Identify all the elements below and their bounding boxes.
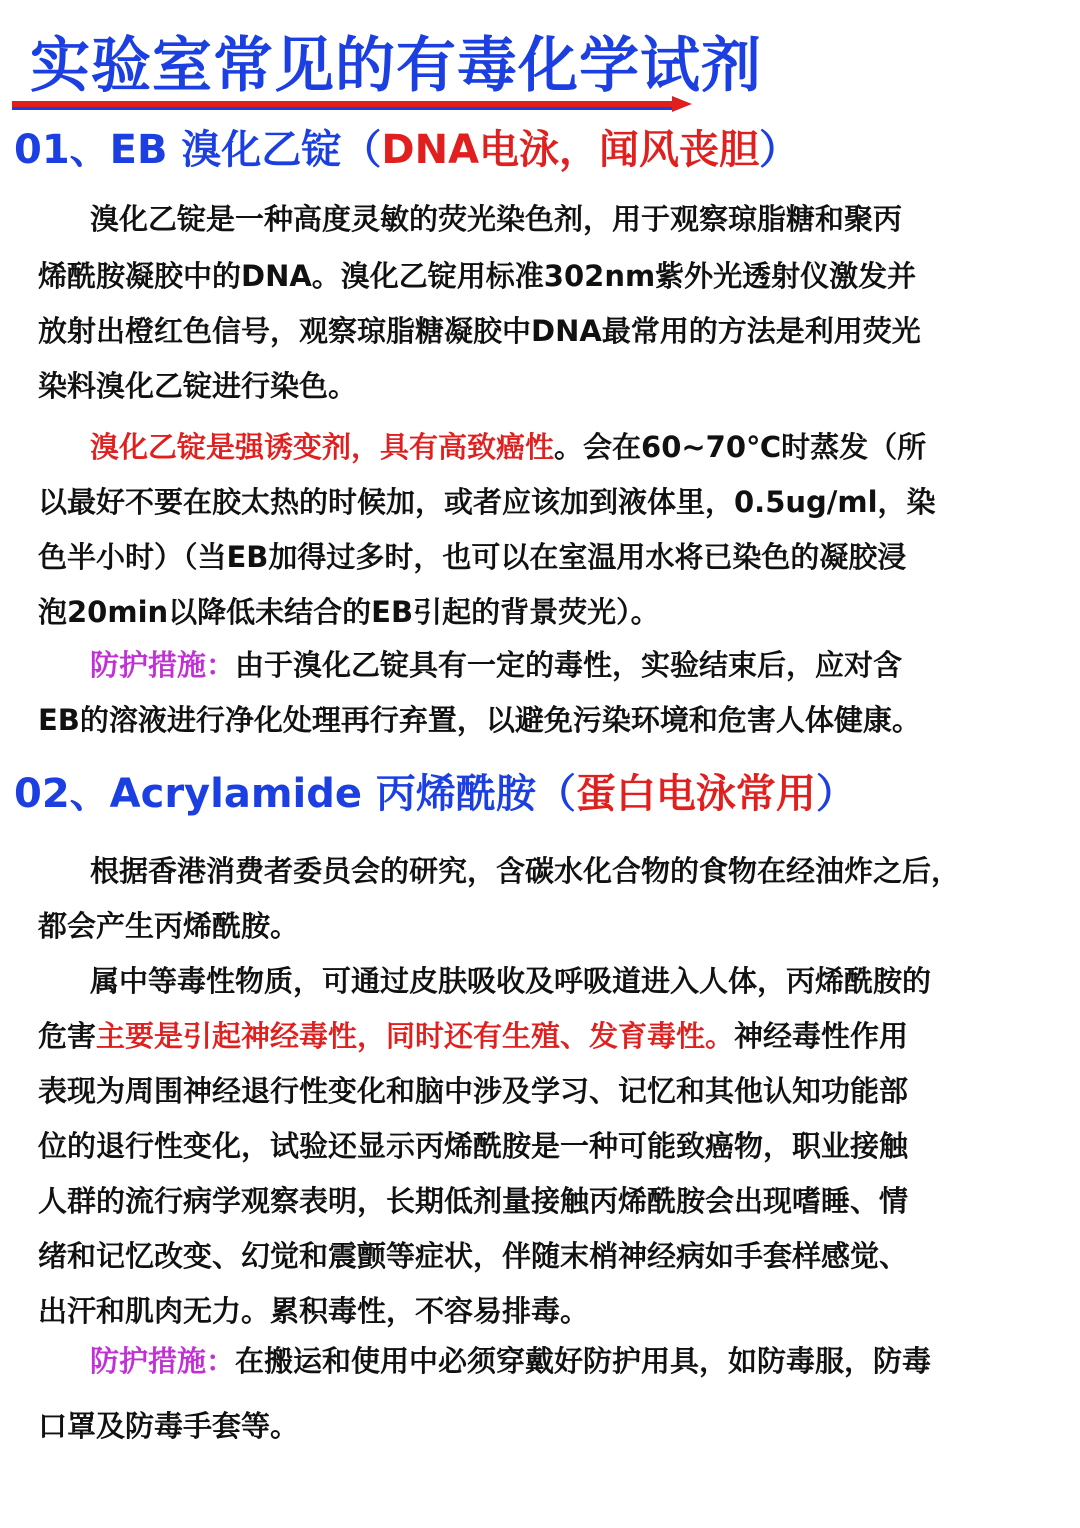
section-heading-eb [14,122,799,178]
eb-toxicity-line-1-rest: 。会在60~70℃时蒸发（所 [554,430,927,464]
acrylamide-toxicity-paragraph [38,954,1058,1339]
eb-intro-line-4: 染料溴化乙锭进行染色。 [38,369,358,403]
section-heading-acrylamide [14,766,856,822]
acrylamide-toxicity-line-7: 出汗和肌肉无力。累积毒性，不容易排毒。 [38,1294,590,1328]
acrylamide-protection-line-1 [38,1334,1058,1389]
eb-toxicity-paragraph [38,420,1058,640]
eb-toxicity-line-2: 以最好不要在胶太热的时候加，或者应该加到液体里，0.5ug/ml，染 [38,485,936,519]
title-underline-arrow-icon [12,96,692,112]
eb-protection-label: 防护措施： [90,648,236,682]
eb-intro-line-2: 烯酰胺凝胶中的DNA。溴化乙锭用标准302nm紫外光透射仪激发并 [38,259,917,293]
eb-protection-line-2: EB的溶液进行净化处理再行弃置，以避免污染环境和危害人体健康。 [38,703,921,737]
acrylamide-intro-paragraph [38,844,1058,954]
acrylamide-toxicity-line-2 [38,1009,1058,1064]
acrylamide-protection-label: 防护措施： [90,1344,236,1378]
acrylamide-protection-paragraph [38,1334,1058,1454]
eb-protection-line-1 [38,638,1058,693]
section-heading-acrylamide-highlight: 蛋白电泳常用 [575,771,816,817]
acrylamide-toxicity-line-4: 位的退行性变化，试验还显示丙烯酰胺是一种可能致癌物，职业接触 [38,1129,909,1163]
section-heading-acrylamide-main: 02、Acrylamide 丙烯酰胺（ [14,771,576,817]
acrylamide-toxicity-line-1: 属中等毒性物质，可通过皮肤吸收及呼吸道进入人体，丙烯酰胺的 [90,964,932,998]
eb-protection-line-1-rest: 由于溴化乙锭具有一定的毒性，实验结束后，应对含 [235,648,903,682]
eb-toxicity-line-4: 泡20min以降低未结合的EB引起的背景荧光）。 [38,595,660,629]
eb-intro-line-3: 放射出橙红色信号，观察琼脂糖凝胶中DNA最常用的方法是利用荧光 [38,314,921,348]
eb-toxicity-line-1 [38,420,1058,475]
section-heading-eb-main: 01、EB 溴化乙锭（ [14,127,382,173]
eb-protection-paragraph [38,638,1058,748]
acrylamide-protection-line-1-rest: 在搬运和使用中必须穿戴好防护用具，如防毒服，防毒 [235,1344,932,1378]
section-heading-eb-highlight: DNA电泳，闻风丧胆 [381,127,760,173]
page-title: 实验室常见的有毒化学试剂 [30,31,762,101]
acrylamide-toxicity-line-2-rest: 神经毒性作用 [734,1019,909,1053]
acrylamide-intro-line-2: 都会产生丙烯酰胺。 [38,909,300,943]
title-block [0,0,1080,120]
eb-intro-line-1: 溴化乙锭是一种高度灵敏的荧光染色剂，用于观察琼脂糖和聚丙 [90,202,903,236]
acrylamide-toxicity-line-5: 人群的流行病学观察表明，长期低剂量接触丙烯酰胺会出现嗜睡、情 [38,1184,909,1218]
eb-toxicity-highlight: 溴化乙锭是强诱变剂，具有高致癌性 [90,430,555,464]
eb-intro-paragraph [38,192,1058,414]
acrylamide-protection-line-2: 口罩及防毒手套等。 [38,1409,300,1443]
acrylamide-toxicity-line-3: 表现为周围神经退行性变化和脑中涉及学习、记忆和其他认知功能部 [38,1074,909,1108]
acrylamide-toxicity-line-6: 绪和记忆改变、幻觉和震颤等症状，伴随末梢神经病如手套样感觉、 [38,1239,909,1273]
section-heading-eb-end: ） [759,127,800,173]
acrylamide-intro-line-1: 根据香港消费者委员会的研究，含碳水化合物的食物在经油炸之后， [90,854,961,888]
section-heading-acrylamide-end: ） [815,771,856,817]
acrylamide-toxicity-line-2-start: 危害 [38,1019,97,1053]
eb-toxicity-line-3: 色半小时）（当EB加得过多时，也可以在室温用水将已染色的凝胶浸 [38,540,907,574]
acrylamide-toxicity-highlight: 主要是引起神经毒性，同时还有生殖、发育毒性。 [96,1019,735,1053]
